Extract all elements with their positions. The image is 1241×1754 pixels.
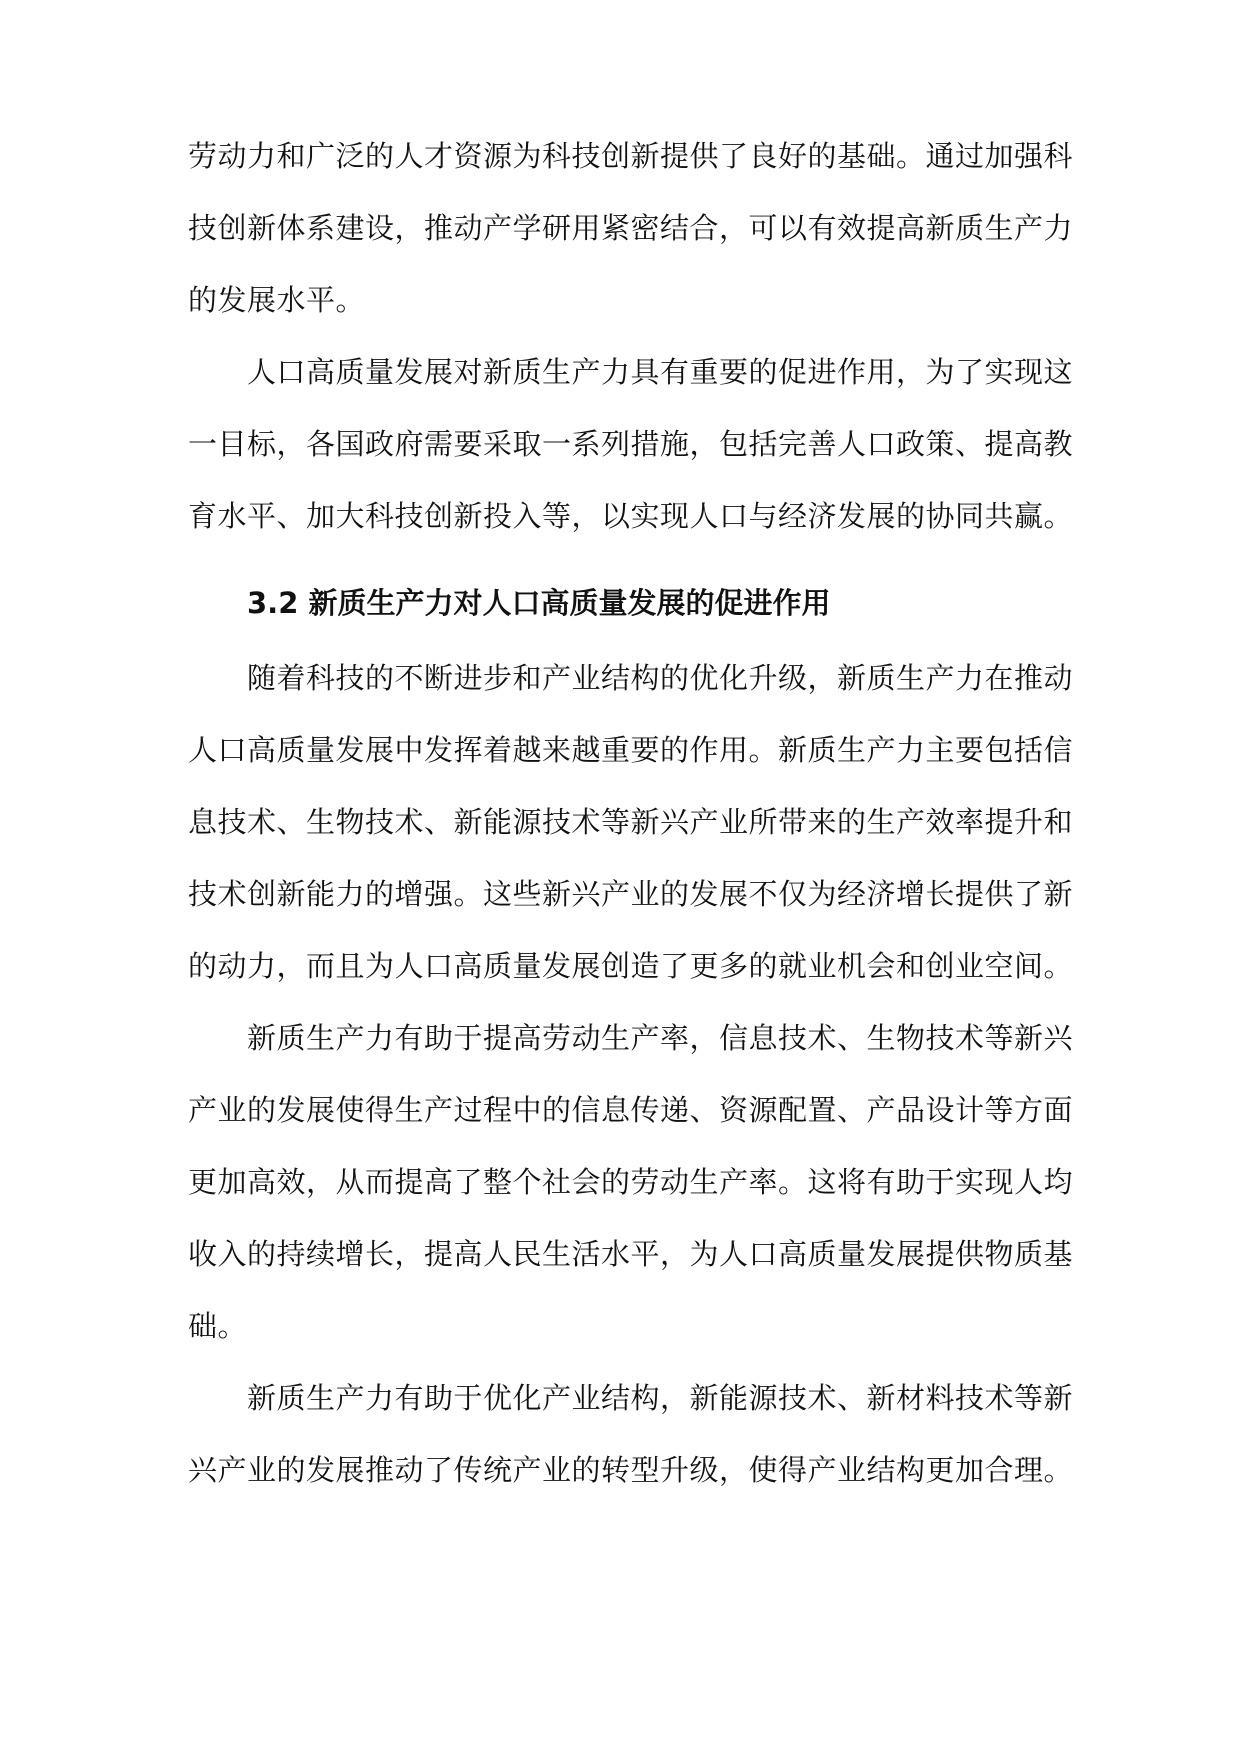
paragraph-line: 育水平、加大科技创新投入等，以实现人口与经济发展的协同共赢。 xyxy=(188,499,1074,533)
paragraph-line: 兴产业的发展推动了传统产业的转型升级，使得产业结构更加合理。 xyxy=(188,1453,1074,1487)
paragraph-line: 新质生产力有助于提高劳动生产率，信息技术、生物技术等新兴 xyxy=(247,1021,1074,1055)
paragraph-line: 的动力，而且为人口高质量发展创造了更多的就业机会和创业空间。 xyxy=(188,949,1074,983)
paragraph-line: 收入的持续增长，提高人民生活水平，为人口高质量发展提供物质基 xyxy=(188,1237,1074,1271)
paragraph-line: 产业的发展使得生产过程中的信息传递、资源配置、产品设计等方面 xyxy=(188,1093,1074,1127)
paragraph-line: 础。 xyxy=(188,1309,248,1343)
paragraph-line: 更加高效，从而提高了整个社会的劳动生产率。这将有助于实现人均 xyxy=(188,1165,1074,1199)
paragraph-line: 劳动力和广泛的人才资源为科技创新提供了良好的基础。通过加强科 xyxy=(188,139,1074,173)
paragraph-line: 技术创新能力的增强。这些新兴产业的发展不仅为经济增长提供了新 xyxy=(188,877,1074,911)
paragraph-line: 人口高质量发展中发挥着越来越重要的作用。新质生产力主要包括信 xyxy=(188,733,1074,767)
paragraph-line: 随着科技的不断进步和产业结构的优化升级，新质生产力在推动 xyxy=(247,661,1074,695)
paragraph-line: 人口高质量发展对新质生产力具有重要的促进作用，为了实现这 xyxy=(247,355,1074,389)
paragraph-line: 一目标，各国政府需要采取一系列措施，包括完善人口政策、提高教 xyxy=(188,427,1074,461)
paragraph-line: 技创新体系建设，推动产学研用紧密结合，可以有效提高新质生产力 xyxy=(188,211,1074,245)
paragraph-line: 新质生产力有助于优化产业结构，新能源技术、新材料技术等新 xyxy=(247,1381,1074,1415)
paragraph-line: 的发展水平。 xyxy=(188,283,366,317)
section-heading: 3.2 新质生产力对人口高质量发展的促进作用 xyxy=(247,586,831,620)
paragraph-line: 息技术、生物技术、新能源技术等新兴产业所带来的生产效率提升和 xyxy=(188,805,1074,839)
